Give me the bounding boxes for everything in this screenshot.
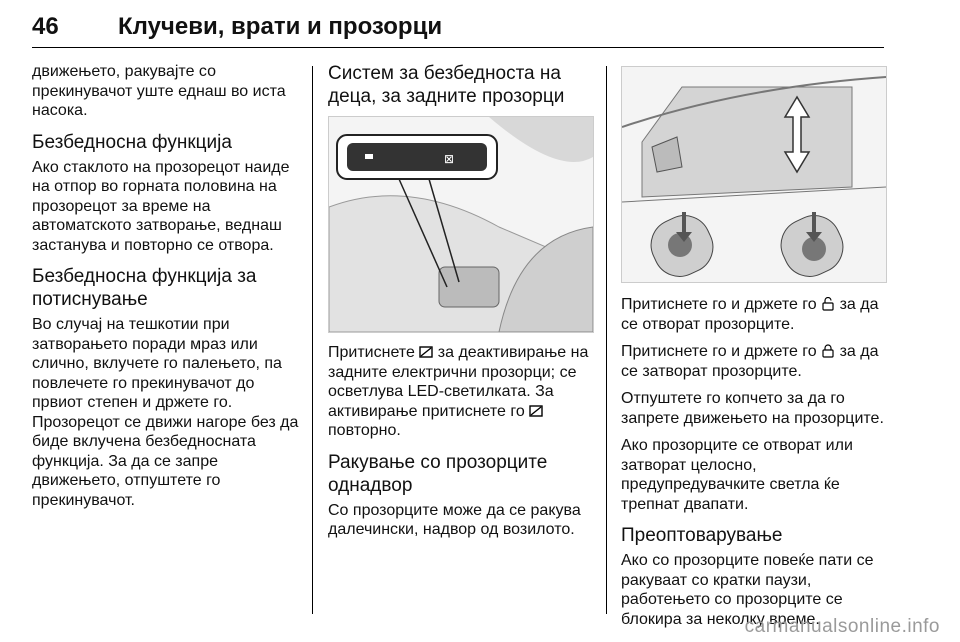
text-run: за да се отворат прозорците.	[621, 296, 879, 333]
door-switch-illustration	[328, 116, 594, 333]
paragraph: Ако прозорците се отворат или затворат целосно, предупредувачките светла ќе трепнат двапати.	[621, 437, 853, 513]
paragraph: движењето, ракувајте со прекинувачот уште еднаш во иста насока.	[32, 63, 286, 119]
text-run: Притиснете	[328, 344, 415, 361]
section-heading: Безбедносна функција	[32, 131, 232, 153]
section-heading: Ракување со прозорците однадвор	[328, 451, 548, 496]
paragraph: Во случај на тешкотии при затворањето поради мраз или слично, вклучете го палењето, па повлечете го прекинувачот до првиот степен и држете го. Прозорецот се движи нагоре без да биде вклучена безбедносната функција. За да се запре движењето, отпуштете го прекинувачот.	[32, 316, 299, 509]
header-divider	[32, 47, 884, 48]
paragraph	[621, 342, 891, 381]
column-3	[621, 62, 891, 629]
watermark: carmanualsonline.info	[744, 616, 940, 637]
section-heading: Преоптоварување	[621, 525, 783, 546]
column-divider-2	[606, 66, 607, 614]
paragraph: Ако со прозорците повеќе пати се ракуваат со кратки паузи, работењето со прозорците се блокира за неколку време.	[621, 552, 874, 628]
paragraph: Со прозорците може да се ракува далечински, надвор од возилото.	[328, 501, 581, 538]
unlock-icon	[821, 297, 835, 311]
paragraph	[328, 343, 598, 441]
paragraph	[621, 295, 891, 334]
paragraph: Ако стаклото на прозорецот наиде на отпор во горната половина на прозорецот за време на автоматското затворање, веднаш застанува и повторно се отвора.	[32, 158, 290, 254]
paragraph: Отпуштете го копчето за да го запрете движењето на прозорците.	[621, 390, 884, 427]
child-lock-icon	[419, 345, 433, 359]
page-title: Клучеви, врати и прозорци	[118, 13, 443, 40]
text-run: за да се затворат прозорците.	[621, 343, 879, 380]
column-2	[328, 62, 598, 540]
section-heading: Безбедносна функција за потиснување	[32, 266, 257, 310]
text-run: Притиснете го и држете го	[621, 296, 817, 313]
lock-icon	[821, 344, 835, 358]
section-heading: Систем за безбедноста на деца, за задните прозорци	[328, 63, 565, 107]
text-run: повторно.	[328, 422, 401, 439]
text-run: за деактивирање на задните електрични прозорци; се осветлува LED-светилката. За активирање притиснете го	[328, 344, 589, 420]
svg-text:⊠: ⊠	[444, 152, 455, 166]
column-divider-1	[312, 66, 313, 614]
column-1	[32, 62, 304, 510]
remote-window-illustration	[621, 66, 887, 283]
page-number: 46	[32, 13, 59, 40]
child-lock-icon	[529, 404, 543, 418]
page-header	[32, 10, 884, 50]
text-run: Притиснете го и држете го	[621, 343, 817, 360]
